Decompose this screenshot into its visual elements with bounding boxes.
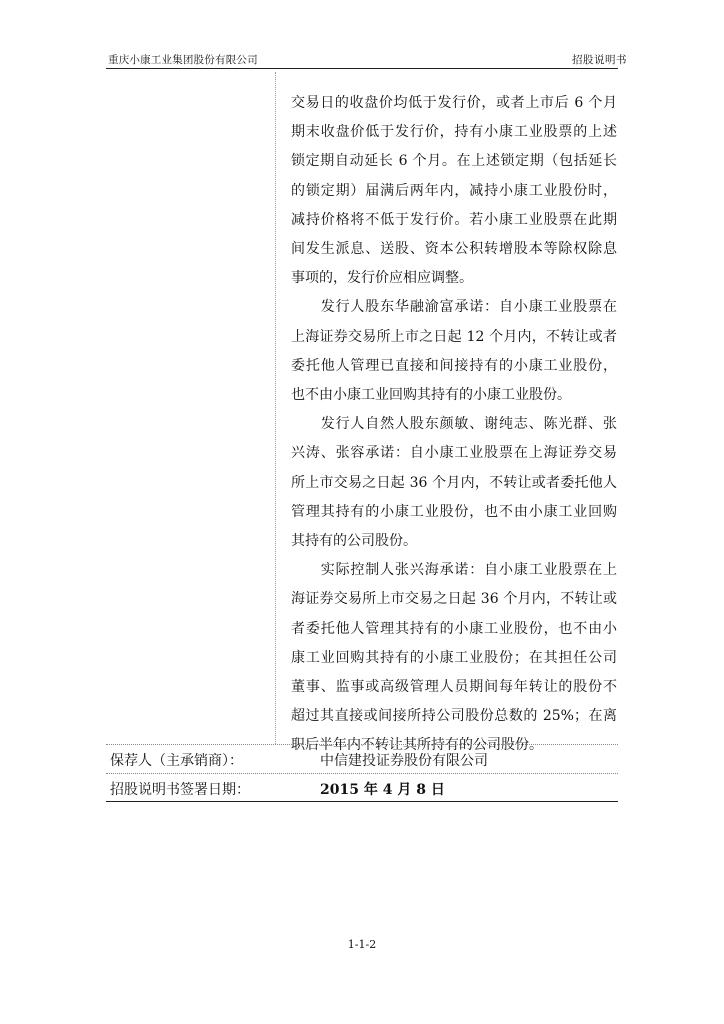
table-bottom-rule [106, 801, 618, 802]
text-line: 委托他人管理已直接和间接持有的小康工业股份， [291, 357, 617, 374]
commitment-text-block [291, 89, 617, 761]
sponsor-value: 中信建投证券股份有限公司 [320, 753, 488, 769]
sign-date-label: 招股说明书签署日期： [110, 782, 250, 798]
text-line: 职后半年内不转让其所持有的公司股份。 [291, 737, 543, 754]
text-line: 减持价格将不低于发行价。若小康工业股票在此期 [291, 211, 617, 228]
header-company-name: 重庆小康工业集团股份有限公司 [108, 54, 258, 66]
text-line: 事项的，发行价应相应调整。 [291, 270, 473, 287]
text-line: 上海证券交易所上市之日起 12 个月内，不转让或者 [291, 328, 617, 345]
text-line: 兴涛、张容承诺：自小康工业股票在上海证券交易 [291, 445, 617, 462]
text-line: 锁定期自动延长 6 个月。在上述锁定期（包括延长 [291, 153, 617, 170]
text-line: 也不由小康工业回购其持有的小康工业股份。 [291, 387, 571, 404]
table-middle-rule [106, 773, 618, 774]
text-line: 海证券交易所上市交易之日起 36 个月内，不转让或 [291, 591, 617, 608]
header-document-type: 招股说明书 [572, 54, 627, 66]
text-line: 期末收盘价低于发行价，持有小康工业股票的上述 [291, 124, 617, 141]
header-rule [106, 68, 618, 69]
text-line: 董事、监事或高级管理人员期间每年转让的股份不 [291, 679, 617, 696]
text-line: 的锁定期）届满后两年内，减持小康工业股份时， [291, 182, 617, 199]
text-line: 超过其直接或间接所持公司股份总数的 25%；在离 [291, 708, 617, 725]
column-divider [275, 72, 276, 744]
text-line: 发行人自然人股东颜敏、谢纯志、陈光群、张 [291, 416, 617, 433]
text-line: 发行人股东华融渝富承诺：自小康工业股票在 [291, 299, 617, 316]
text-line: 者委托他人管理其持有的小康工业股份，也不由小 [291, 620, 617, 637]
page-number: 1-1-2 [347, 938, 377, 951]
sign-date-value: 2015 年 4 月 8 日 [320, 782, 445, 798]
text-line: 间发生派息、送股、资本公积转增股本等除权除息 [291, 241, 617, 258]
text-line: 其持有的公司股份。 [291, 533, 417, 550]
table-top-rule [106, 744, 618, 745]
text-line: 实际控制人张兴海承诺：自小康工业股票在上 [291, 562, 617, 579]
text-line: 康工业回购其持有的小康工业股份；在其担任公司 [291, 649, 617, 666]
text-line: 所上市交易之日起 36 个月内，不转让或者委托他人 [291, 474, 617, 491]
text-line: 交易日的收盘价均低于发行价，或者上市后 6 个月 [291, 95, 617, 111]
sponsor-label: 保荐人（主承销商）： [110, 753, 243, 769]
text-line: 管理其持有的小康工业股份，也不由小康工业回购 [291, 503, 617, 520]
